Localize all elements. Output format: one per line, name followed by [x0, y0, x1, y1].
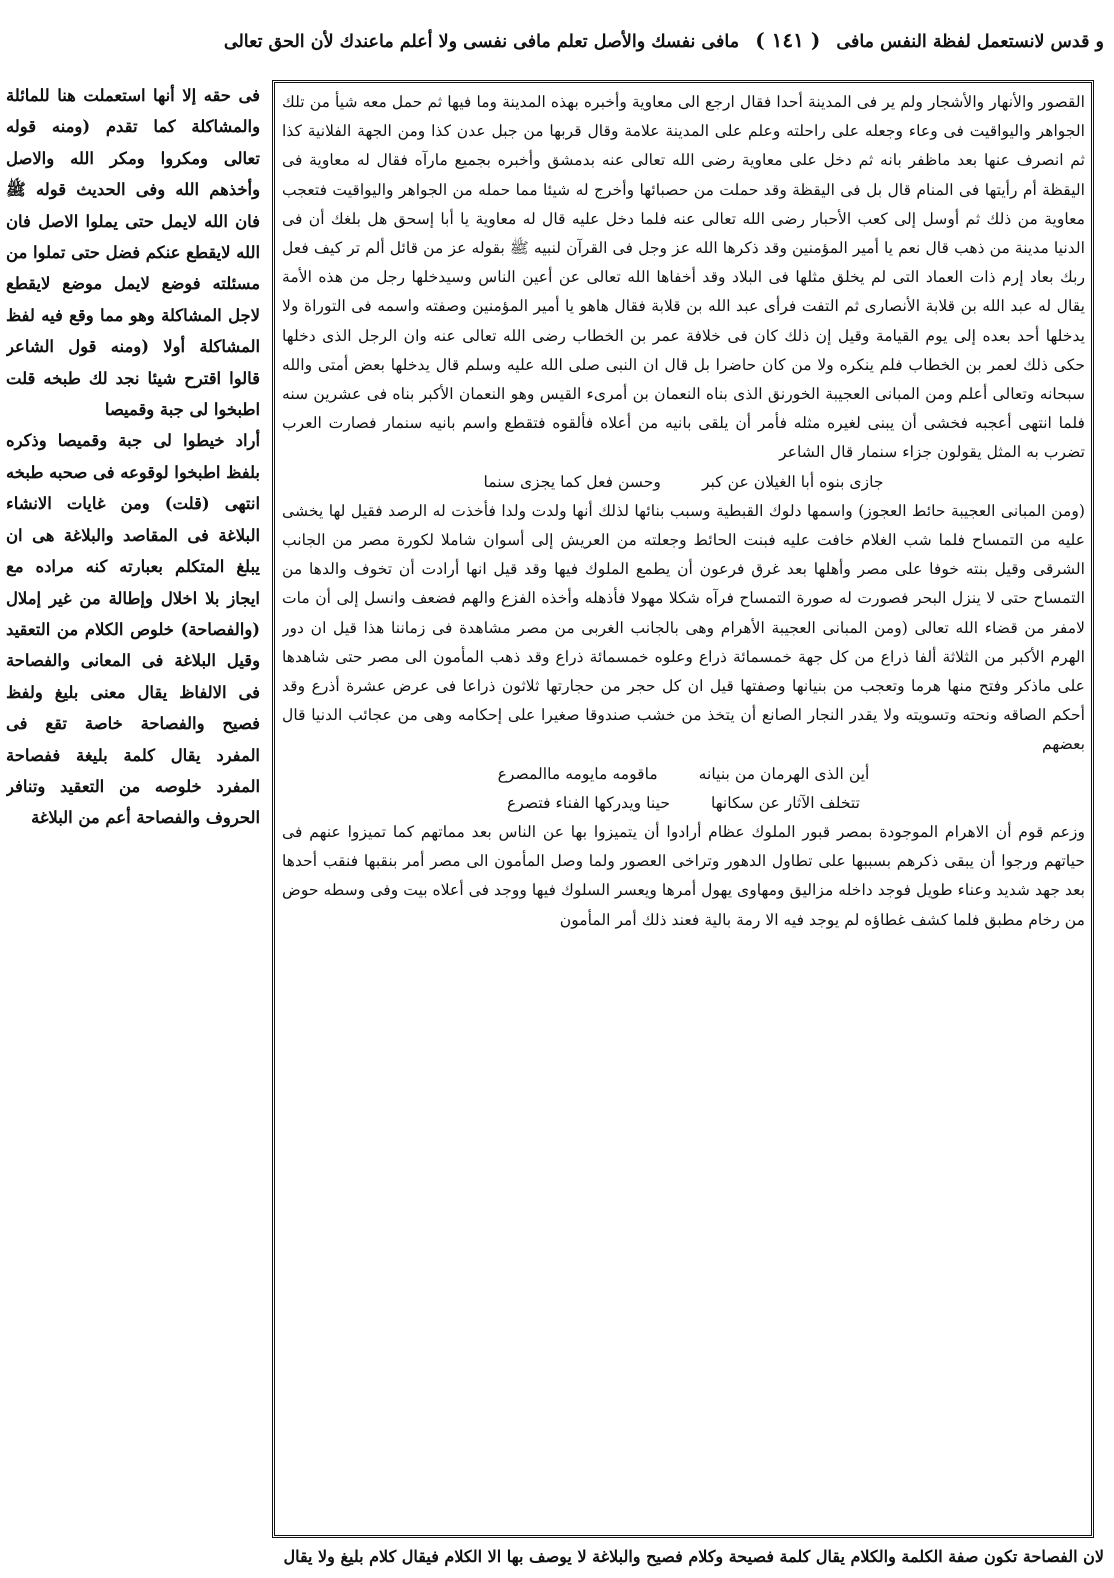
verse-hemistich: حينا ويدركها الفناء فتصرع: [507, 793, 670, 812]
verse-line: [282, 760, 1085, 789]
verse-hemistich: أين الذى الهرمان من بنيانه: [698, 764, 870, 783]
verse-line: [282, 789, 1085, 818]
margin-paragraph: أراد خيطوا لى جبة وقميصا وذكره بلفظ اطبخوا لوقوعه فى صحبه طبخه انتهى (قلت) ومن غايات الانشاء البلاغة فى المقاصد والبلاغة هى ان يبلغ المتكلم بعبارته كنه مراده مع ايجاز بلا اخلال وإطالة من غير إملال (والفصاحة) خلوص الكلام من التعقيد وقيل البلاغة فى المعانى والفصاحة فى الالفاظ يقال معنى بليغ ولفظ فصيح والفصاحة خاصة تقع فى المفرد يقال كلمة بليغة ففصاحة المفرد خلوصه من التعقيد وتنافر الحروف والفصاحة أعم من البلاغة: [6, 431, 260, 828]
main-paragraph: القصور والأنهار والأشجار ولم ير فى المدينة أحدا فقال ارجع الى معاوية وأخبره بهذه المدينة وما فيها ثم حمل معه شيأ من تلك الجواهر واليواقيت فى وعاء وجعله على راحلته وعلم على المدينة علامة وقال قربها من جبل عدن كذا ومن الجهة الفلانية كذا ثم انصرف عنها بعد ماظفر بانه ثم دخل على معاوية رضى الله تعالى عنه بدمشق وأخبره بجميع مارآه فقال له معاوية فى اليقظة أم رأيتها فى المنام قال بل فى اليقظة وقد حملت من حصبائها وأخرج له شيئا مما حمله من الجواهر واليواقيت فتعجب معاوية من ذلك ثم أوسل إلى كعب الأحبار رضى الله تعالى عنه فلما دخل عليه قال له معاوية يا أبا إسحق هل بلغك أن فى الدنيا مدينة من ذهب قال نعم يا أمير المؤمنين وقد ذكرها الله عز وجل فى القرآن لنبيه ﷺ بقوله عز من قائل ألم تر كيف فعل ربك بعاد إرم ذات العماد التى لم يخلق مثلها فى البلاد وقد أخفاها الله تعالى عن أعين الناس وسيدخلها رجل من هذه الأمة يقال له عبد الله بن قلابة الأنصارى ثم التفت فرأى عبد الله بن قلابة فقال هاهو يا أمير المؤمنين وصفته واسمه فى التوراة ولا يدخلها أحد بعده إلى يوم القيامة وقيل إن ذلك كان فى خلافة عمر بن الخطاب رضى الله تعالى عنه وان الرجل الذى دخلها حكى ذلك لعمر بن الخطاب فلم ينكره ولا من كان حاضرا بل قال ان النبى صلى الله عليه وسلم قال يدخلها بعض أمتى والله سبحانه وتعالى أعلم ومن المبانى العجيبة الخورنق الذى بناه النعمان بن أمرىء القيس وهو النعمان الأكبر بناه فى عشرين سنه فلما انتهى أعجبه فخشى أن يبنى لغيره مثله فأمر أن يلقى بانيه من أعلاه فألقوه فتقطع واسم بانيه سنمار فصارت العرب تضرب به المثل يقولون جزاء سنمار قال الشاعر: [282, 93, 1085, 462]
main-text-column: [282, 88, 1085, 1532]
verse-hemistich: وحسن فعل كما يجزى سنما: [483, 472, 661, 491]
verse-hemistich: تتخلف الآثار عن سكانها: [710, 793, 860, 812]
page-header: [18, 8, 1104, 72]
verse-hemistich: ماقومه مايومه ماالمصرع: [497, 764, 658, 783]
margin-paragraph: فى حقه إلا أنها استعملت هنا للمائلة والمشاكلة كما تقدم (ومنه قوله تعالى ومكروا ومكر الله والاصل وأخذهم الله وفى الحديث قوله ﷺ فان الله لايمل حتى يملوا الاصل فان الله لايقطع عنكم فضل حتى تملوا من مسئلته فوضع لايمل موضع لايقطع لاجل المشاكلة وهو مما وقع فيه لفظ المشاكلة أولا (ومنه قول الشاعر قالوا اقترح شيئا نجد لك طبخه قلت اطبخوا لى جبة وقميصا: [6, 86, 260, 420]
main-paragraph: وزعم قوم أن الاهرام الموجودة بمصر قبور الملوك عظام أرادوا أن يتميزوا بها عن الناس بعد مماتهم كما تميزوا عنهم فى حياتهم ورجوا أن يبقى ذكرهم بسببها على تطاول الدهور وتراخى العصور ولما وصل المأمون الى مصر أمر بنقبها فنقب أحدها بعد جهد شديد وعناء طويل فوجد داخله مزاليق ومهاوى يهول أمرها ويعسر السلوك فيها ووجد فى أعلاه بيت وفى وسطه حوض من رخام مطبق فلما كشف غطاؤه لم يوجد فيه الا رمة بالية فعند ذلك أمر المأمون: [282, 823, 1085, 929]
main-paragraph: (ومن المبانى العجيبة حائط العجوز) واسمها دلوك القبطية وسبب بنائها لذلك أنها ولدت ولدا فأخذت له الرصد فقيل لها يخشى عليه من التمساح فلما شب الغلام خافت عليه فبنت الحائط وجعلته من العريش إلى أسوان شاملا لكورة مصر من الجانب الشرقى وقيل بنته خوفا على مصر وأهلها بعد غرق فرعون أن يطمع الملوك فيها وقد قيل انها أرادت أن تخوف والدها من التمساح حتى لا ينزل البحر فصورت له صورة التمساح فرآه شكلا مهولا فأذهله وأخذه الفزع والهم فضعف وانسل إلى أن مات لامفر من قضاء الله تعالى (ومن المبانى العجيبة الأهرام وهى بالجانب الغربى من مصر مشاهدة فى زماننا هذا قيل ان دور الهرم الأكبر من الثلاثة ألفا ذراع من كل جهة خمسمائة ذراع وعلوه خمسمائة ذراع وقد ذهب المأمون الى مصر حتى شاهدها على ماذكر وفتح منها هرما وتعجب من بنيانها وصفتها قيل ان كل حجر من حجارتها ثلاثون ذراعا فى عرض عشرة أذرع وقد أحكم الصاقه ونحته وتسويته ولا يقدر النجار الصانع أن يتخذ من خشب صندوقا صغيرا على إحكامه وهى من عجائب الدنيا قال بعضهم: [282, 501, 1085, 754]
verse-line: [282, 468, 1085, 497]
page-number: ( ١٤١ ): [755, 28, 821, 52]
header-right-text: و قدس لانستعمل لفظة النفس مافى: [836, 32, 1104, 52]
page-footer-line: لان الفصاحة تكون صفة الكلمة والكلام يقال كلمة فصيحة وكلام فصيح والبلاغة لا يوصف بها الا الكلام فيقال كلام بليغ ولا يقال: [283, 1547, 1104, 1566]
margin-commentary-column: [6, 80, 260, 1538]
verse-hemistich: جازى بنوه أبا الغيلان عن كبر: [701, 472, 884, 491]
header-left-text: مافى نفسك والأصل تعلم مافى نفسى ولا أعلم ماعندك لأن الحق تعالى: [223, 32, 740, 52]
